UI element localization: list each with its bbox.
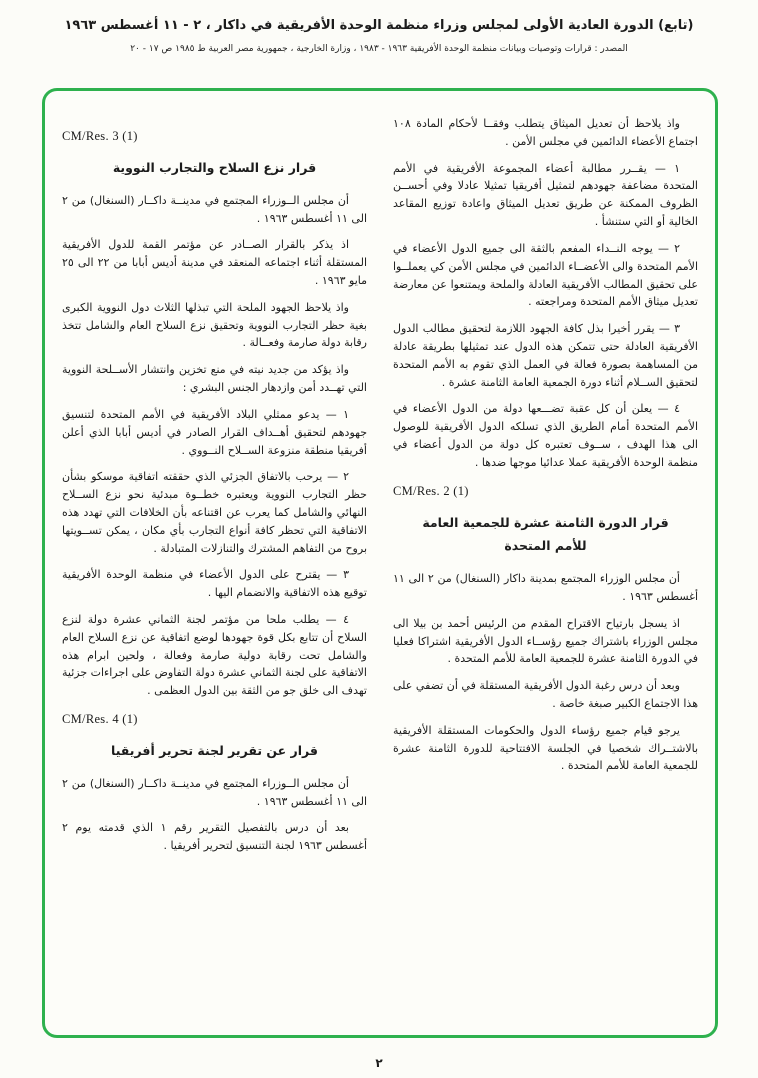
resolution-ref: CM/Res. 3 (1) <box>62 129 138 143</box>
content-frame <box>42 88 718 1038</box>
paragraph: وبعد أن درس رغبة الدول الأفريقية المستقلة في أن تضفي على هذا الاجتماع الكبير صبغة خاصة . <box>393 679 698 710</box>
paragraph: ٢ — يرحب بالاتفاق الجزئي الذي حققته اتفاقية موسكو بشأن حظر التجارب النووية ويعتبره خطــوة مبدئية نحو نزع الســلاح النهائي والشامل كما يعرب عن اقتناعه بأن الخلافات التي تهدد هذه الاتفاقية التي تحظر كافة أنواع التجارب بأي مكان ، يمكن تســويتها بروح من التفاهم المشترك والتنازلات المتبادلة . <box>62 470 367 555</box>
column-left <box>62 115 367 1019</box>
page-header <box>0 0 758 54</box>
paragraph: ٤ — يطلب ملحا من مؤتمر لجنة الثماني عشرة دولة لنزع السلاح أن تتابع بكل قوة جهودها لوضع اتفاقية عن نزع السلاح العام والشامل تحت رقابة دولية صارمة وفعالة ، ولحين ابرام هذه الاتفاقية على لجنة الثماني عشرة دولة التفاوض على اجراءات جزئية تهدف الى خلق جو من الثقة بين الدول العظمى . <box>62 613 367 698</box>
paragraph: يرجو قيام جميع رؤساء الدول والحكومات المستقلة الأفريقية بالاشتــراك شخصيا في الجلسة الافتتاحية للدورة الثامنة عشرة للجمعية العامة للأمم المتحدة . <box>393 723 698 773</box>
text-columns <box>62 115 698 1019</box>
paragraph: أن مجلس الوزراء المجتمع بمدينة داكار (السنغال) من ٢ الى ١١ أغسطس ١٩٦٣ . <box>393 572 698 603</box>
paragraph: ٣ — يقترح على الدول الأعضاء في منظمة الوحدة الأفريقية توقيع هذه الاتفاقية والانضمام اليها . <box>62 568 367 600</box>
paragraph: أن مجلس الــوزراء المجتمع في مدينــة داكــار (السنغال) من ٢ الى ١١ أغسطس ١٩٦٣ . <box>62 193 367 225</box>
paragraph: بعد أن درس بالتفصيل التقرير رقم ١ الذي قدمته يوم ٢ أغسطس ١٩٦٣ لجنة التنسيق لتحرير أفريقيا . <box>62 821 367 853</box>
paragraph: أن مجلس الــوزراء المجتمع في مدينــة داكــار (السنغال) من ٢ الى ١١ أغسطس ١٩٦٣ . <box>62 776 367 808</box>
page-number: ٢ <box>375 1056 383 1070</box>
paragraph: ٤ — يعلن أن كل عقبة تضـــعها دولة من الدول الأعضاء في الأمم المتحدة أمام الطريق الذي تسلكه الدول الأفريقية للوصول الى هذا الهدف ، ســوف تعتبره كل دولة من الدول أعضاء في منظمة الوحدة الأفريقية عملا عدائيا موجها ضدها . <box>393 402 698 469</box>
paragraph: ١ — يقــرر مطالبة أعضاء المجموعة الأفريقية في الأمم المتحدة مضاعفة جهودهم لتمثيل أفريقيا تمثيلا عادلا وفي أحســن الظروف الممكنة عن طريق تعديل الميثاق واعادة توزيع المقاعد الخالية أو التي ستنشأ . <box>393 161 698 229</box>
resolution-title: قرار نزع السلاح والتجارب النووية <box>112 160 317 175</box>
source-line: المصدر : قرارات وتوصيات وبيانات منظمة الوحدة الأفريقية ١٩٦٣ - ١٩٨٣ ، وزارة الخارجية ، جمهورية مصر العربية ط ١٩٨٥ ص ١٧ - ٢٠ <box>130 43 628 54</box>
resolution-ref: CM/Res. 2 (1) <box>393 483 469 498</box>
document-title: (تابع) الدورة العادية الأولى لمجلس وزراء منظمة الوحدة الأفريقية في داكار ، ٢ - ١١ أغسطس ١٩٦٣ <box>64 18 694 33</box>
paragraph: اذ يذكر بالقرار الصــادر عن مؤتمر القمة للدول الأفريقية المستقلة أثناء اجتماعه المنعقد في مدينة أديس أبابا من ٢٢ الى ٢٥ مايو ١٩٦٣ . <box>62 238 367 287</box>
paragraph: واذ يلاحظ أن تعديل الميثاق يتطلب وفقــا لأحكام المادة ١٠٨ اجتماع الأعضاء الدائمين في مجلس الأمن . <box>393 117 698 148</box>
paragraph: اذ يسجل بارتياح الاقتراح المقدم من الرئيس أحمد بن بيلا الى مجلس الوزراء باشتراك جميع رؤســاء الدول الأفريقية اشتراكا فعليا في الدورة الثامنة عشرة للجمعية العامة للأمم المتحدة . <box>393 616 698 666</box>
paragraph: واذ يلاحظ الجهود الملحة التي تبذلها الثلاث دول النووية الكبرى بغية حظر التجارب النووية وتحقيق نزع السلاح العام والشامل تتخذ رقابة دولة صارمة وفعــالة . <box>62 300 367 350</box>
paragraph: ٢ — يوجه النــداء المفعم بالثقة الى جميع الدول الأعضاء في الأمم المتحدة والى الأعضــاء الدائمين في مجلس الأمن كي يعملــوا على تحقيق المطالب الأفريقية العادلة والملحة ويمتنعوا عن معارضة تعديل ميثاق الأمم المتحدة ومراجعته . <box>393 241 698 309</box>
column-right <box>393 115 698 1019</box>
paragraph: ٣ — يقرر أخيرا بذل كافة الجهود اللازمة لتحقيق مطالب الدول الأفريقية العادلة حتى تتمكن هذه الدول عند تمثيلها بطريقة عادلة من المساهمة بصورة فعالة في العمل الذي تقوم به الأمم المتحدة لتحقيق الســلام أثناء دورة الجمعية العامة الثامنة عشرة . <box>393 322 698 389</box>
paragraph: ١ — يدعو ممثلي البلاد الأفريقية في الأمم المتحدة لتنسيق جهودهم لتحقيق أهــداف القرار الصادر في أديس أبابا الذي أعلن أفريقيا منطقة منزوعة الســلاح النــووي . <box>62 407 367 457</box>
resolution-title: قرار عن تقرير لجنة تحرير أفريقيا <box>111 743 318 759</box>
resolution-ref: CM/Res. 4 (1) <box>62 712 138 727</box>
paragraph: واذ يؤكد من جديد نيته في منع تخزين وانتشار الأســلحة النووية التي تهــدد أمن وازدهار الجنس البشري : <box>62 363 367 395</box>
resolution-title: قرار الدورة الثامنة عشرة للجمعية العامة للأمم المتحدة <box>422 514 669 554</box>
